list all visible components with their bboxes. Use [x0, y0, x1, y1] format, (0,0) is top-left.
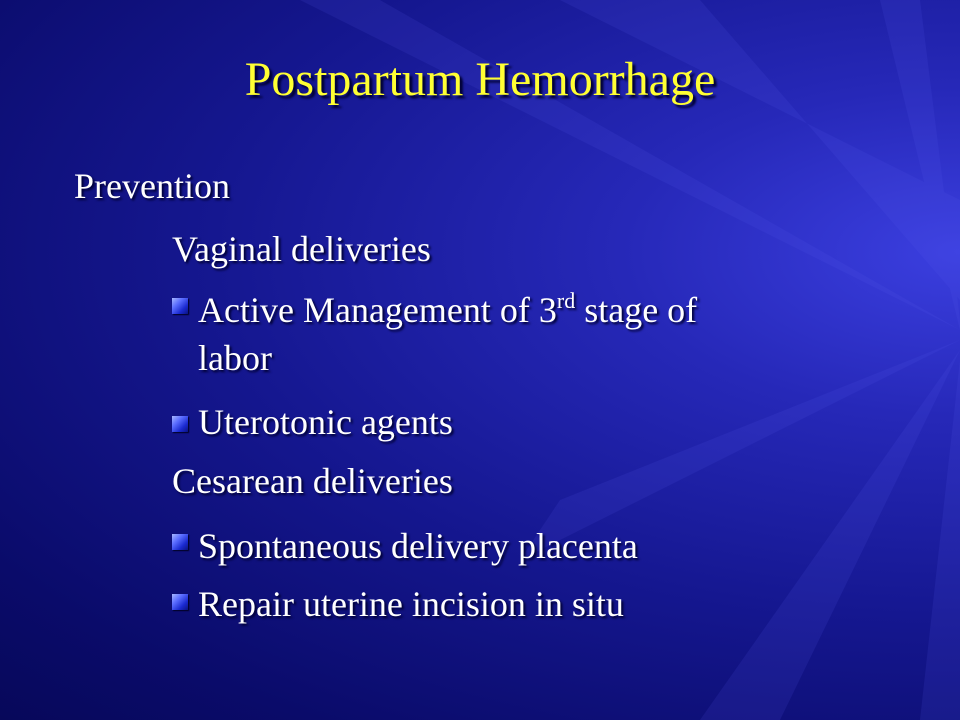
- bullet-icon: [172, 298, 188, 314]
- list-item-text: Active Management of 3: [198, 290, 557, 330]
- slide-title: Postpartum Hemorrhage: [244, 53, 716, 106]
- bullet-icon: [172, 534, 188, 550]
- section-heading-prevention: Prevention: [74, 166, 230, 206]
- bullet-icon: [172, 594, 188, 610]
- list-item-active-management: [198, 290, 697, 330]
- subheading-vaginal-deliveries: Vaginal deliveries: [172, 229, 431, 269]
- list-item-continuation: labor: [198, 338, 272, 378]
- list-item-spontaneous-delivery: Spontaneous delivery placenta: [198, 526, 638, 566]
- list-item-uterotonic-agents: Uterotonic agents: [198, 402, 453, 442]
- list-item-repair-incision: Repair uterine incision in situ: [198, 584, 624, 624]
- bullet-icon: [172, 416, 188, 432]
- subheading-cesarean-deliveries: Cesarean deliveries: [172, 461, 453, 501]
- list-item-text: stage of: [575, 290, 698, 330]
- ordinal-superscript: rd: [556, 288, 576, 313]
